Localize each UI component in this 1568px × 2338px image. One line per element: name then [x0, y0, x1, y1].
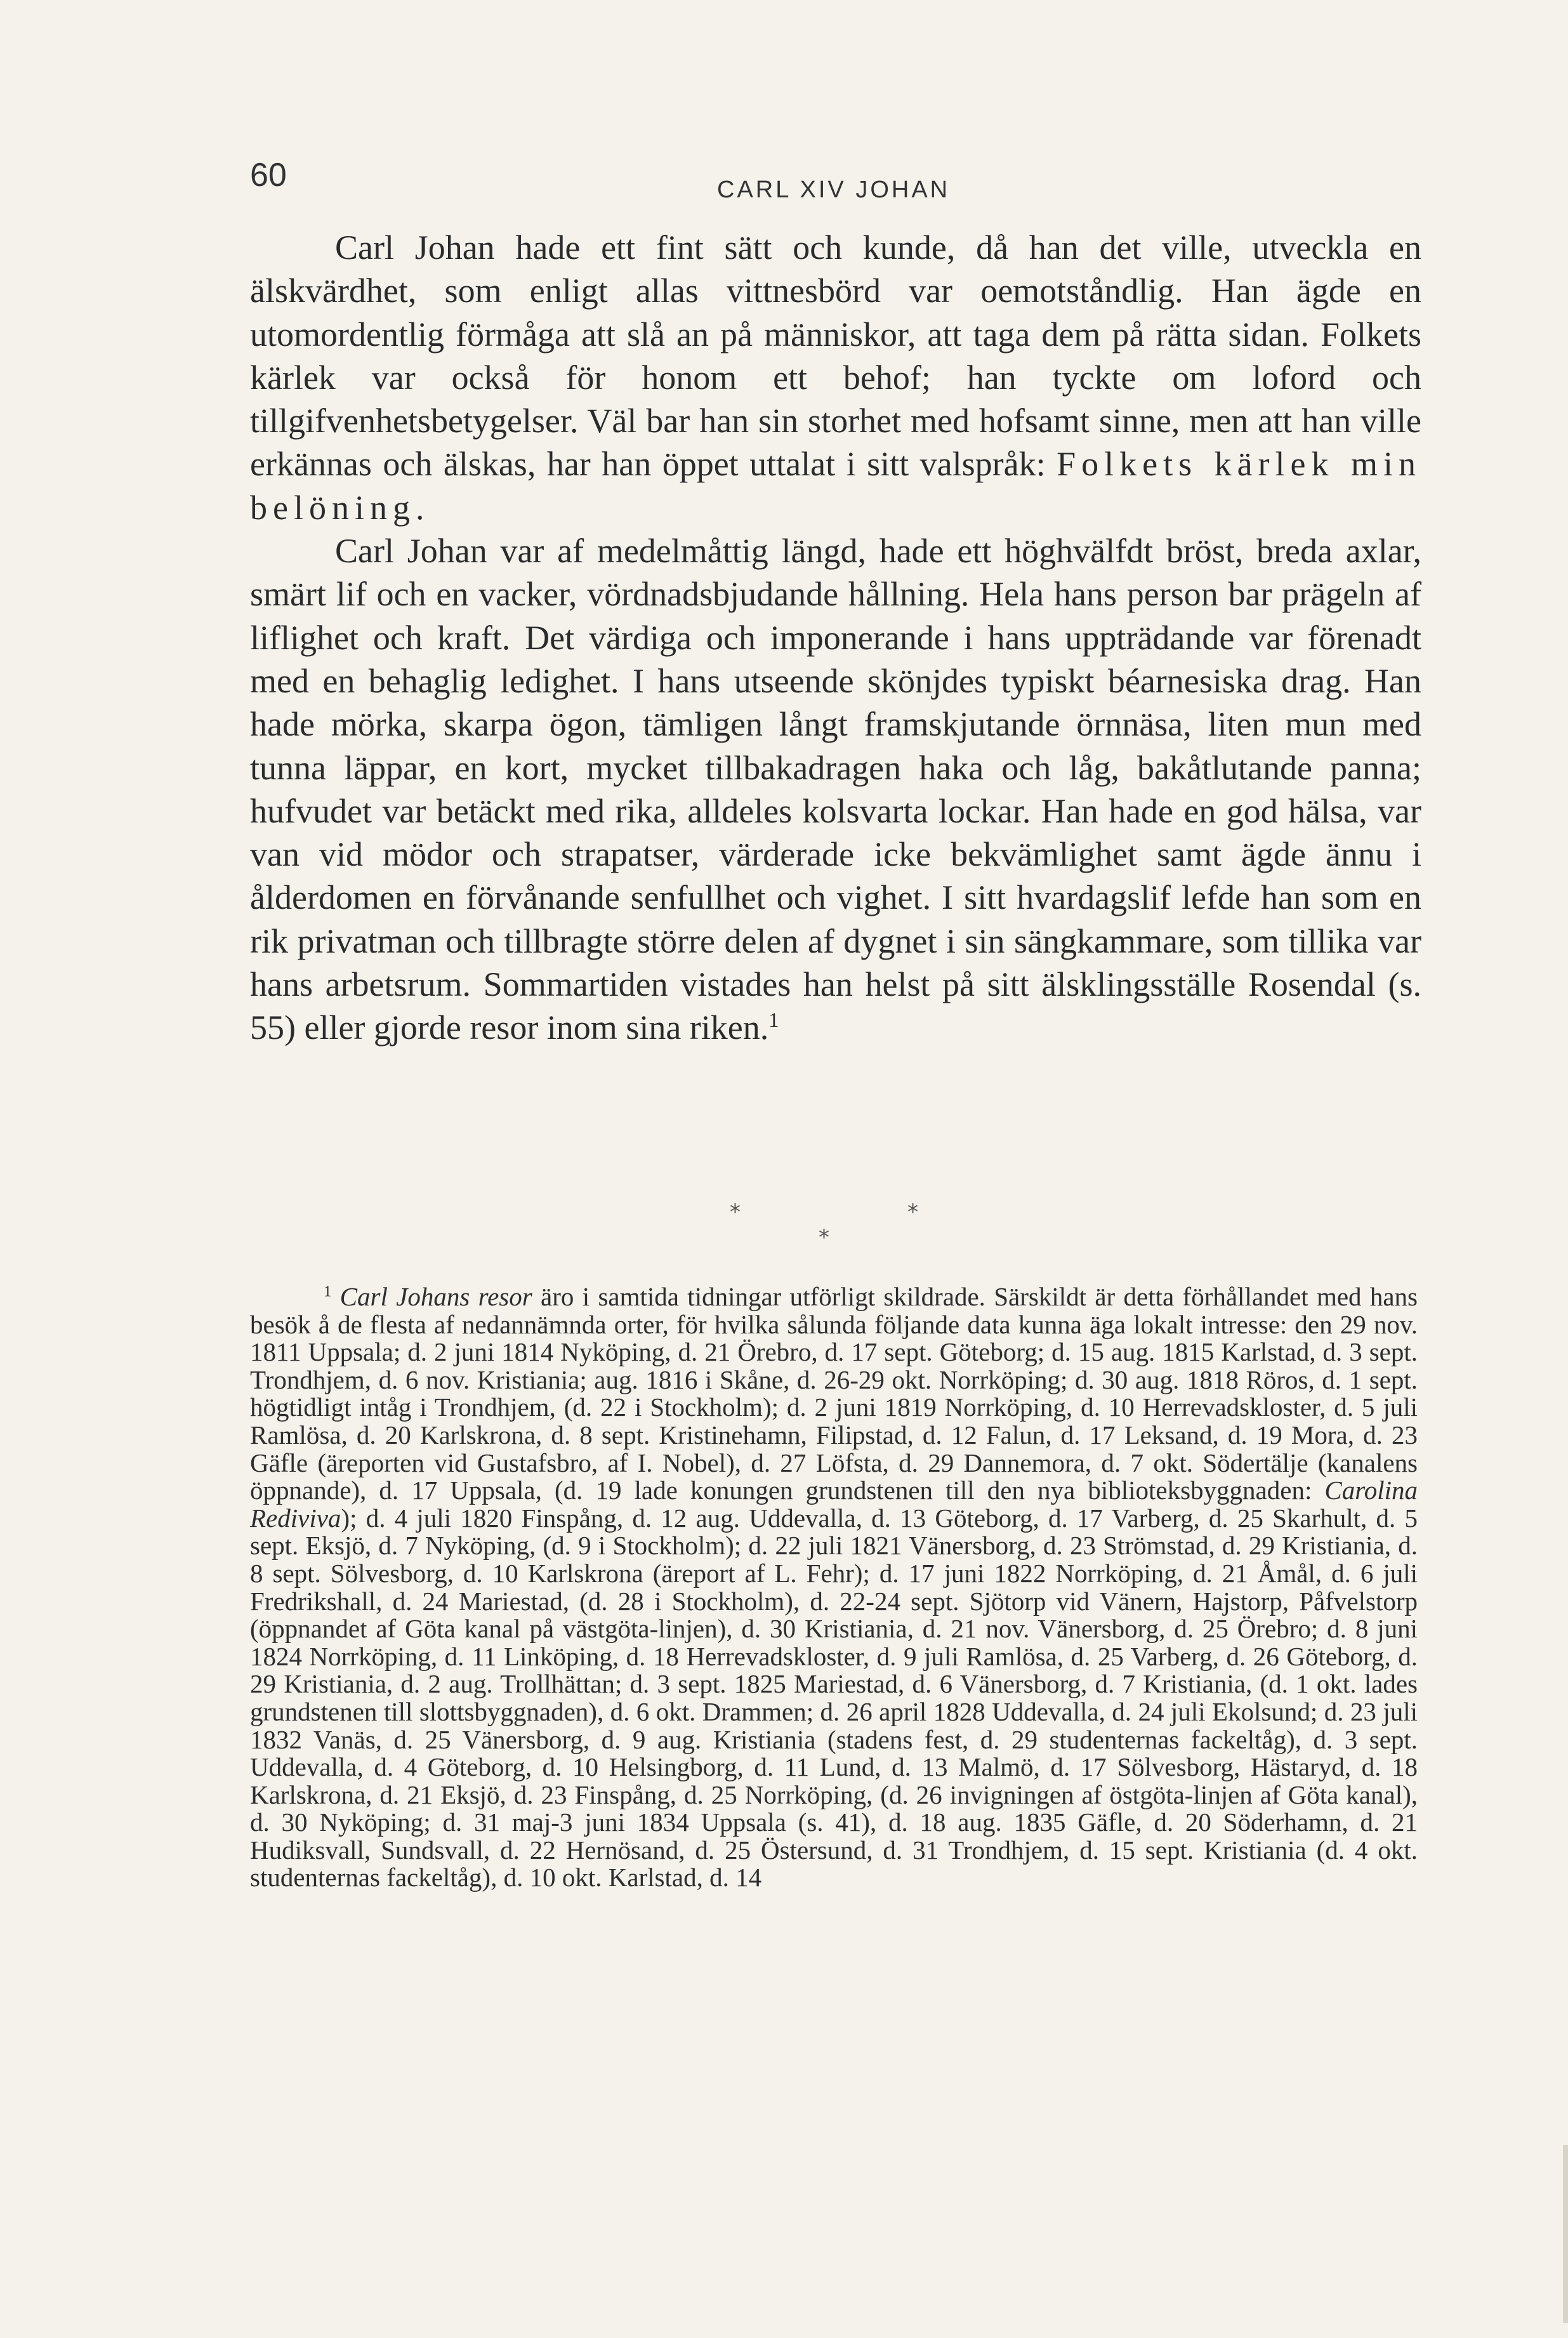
- footnote-reference: 1: [768, 1009, 779, 1033]
- asterisk-left: *: [730, 1199, 741, 1225]
- footnote-text-a: äro i samtida tidningar utförligt skildrade. Särskildt är detta förhållandet med hans besök å de flesta af nedannämnda orter, för hvilka sålunda följande data kunna äga lokalt intresse: den 29 nov. 1811 Uppsala; d. 2 juni 1814 Nyköping, d. 21 Örebro, d. 17 sept. Göteborg; d. 15 aug. 1815 Karlstad, d. 3 sept. Trondhjem, d. 6 nov. Kristiania; aug. 1816 i Skåne, d. 26-29 okt. Norrköping; d. 30 aug. 1818 Röros, d. 1 sept. högtidligt intåg i Trondhjem, (d. 22 i Stockholm); d. 2 juni 1819 Norrköping, d. 10 Herrevadskloster, d. 5 juli Ramlösa, d. 20 Karlskrona, d. 8 sept. Kristinehamn, Filipstad, d. 12 Falun, d. 17 Leksand, d. 19 Mora, d. 23 Gäfle (äreporten vid Gustafsbro, af I. Nobel), d. 27 Löfsta, d. 29 Dannemora, d. 7 okt. Södertälje (kanalens öppnande), d. 17 Uppsala, (d. 19 lade konungen grundstenen till den nya biblioteksbyggnaden:: [250, 1282, 1418, 1505]
- paragraph-1: [250, 226, 1421, 529]
- page-edge-shadow: [1563, 2145, 1568, 2323]
- paragraph-2-text: Carl Johan var af medelmåttig längd, hade ett höghvälfdt bröst, breda axlar, smärt lif och en vacker, vördnadsbjudande hållning. Hela hans person bar prägeln af liflighet och kraft. Det värdiga och imponerande i hans uppträdande var förenadt med en behaglig ledighet. I hans utseende skönjdes typiskt béarnesiska drag. Han hade mörka, skarpa ögon, tämligen långt framskjutande örnnäsa, liten mun med tunna läppar, en kort, mycket tillbakadragen haka och låg, bakåtlutande panna; hufvudet var betäckt med rika, alldeles kolsvarta lockar. Han hade en god hälsa, var van vid mödor och strapatser, värderade icke bekvämlighet samt ägde ännu i ålderdomen en förvånande senfullhet och vighet. I sitt hvardagslif lefde han som en rik privatman och tillbragte större delen af dygnet i sin sängkammare, som tillika var hans arbetsrum. Sommartiden vistades han helst på sitt älsklingsställe Rosendal (s. 55) eller gjorde resor inom sina riken.: [250, 532, 1421, 1047]
- main-text: [250, 226, 1421, 1050]
- page-number: 60: [250, 157, 287, 194]
- footnote: [250, 1283, 1418, 1892]
- asterisk-bottom: *: [819, 1225, 829, 1250]
- footnote-text-b: ); d. 4 juli 1820 Finspång, d. 12 aug. Uddevalla, d. 13 Göteborg, d. 17 Varberg, d. 25 Skarhult, d. 5 sept. Eksjö, d. 7 Nyköping, (d. 9 i Stockholm); d. 22 juli 1821 Vänersborg, d. 23 Strömstad, d. 29 Kristiania, d. 8 sept. Sölvesborg, d. 10 Karlskrona (äreport af L. Fehr); d. 17 juni 1822 Norrköping, d. 21 Åmål, d. 6 juli Fredrikshall, d. 24 Mariestad, (d. 28 i Stockholm), d. 22-24 sept. Sjötorp vid Vänern, Hajstorp, Påfvelstorp (öppnandet af Göta kanal på västgöta-linjen), d. 30 Kristiania, d. 21 nov. Vänersborg, d. 25 Örebro; d. 8 juni 1824 Norrköping, d. 11 Linköping, d. 18 Herrevadskloster, d. 9 juli Ramlösa, d. 25 Varberg, d. 26 Göteborg, d. 29 Kristiania, d. 2 aug. Trollhättan; d. 3 sept. 1825 Mariestad, d. 6 Vänersborg, d. 7 Kristiania, (d. 1 okt. lades grundstenen till slottsbyggnaden), d. 6 okt. Drammen; d. 26 april 1828 Uddevalla, d. 24 juli Ekolsund; d. 23 juli 1832 Vanäs, d. 25 Vänersborg, d. 9 aug. Kristiania (stadens fest, d. 29 studenternas fackeltåg), d. 3 sept. Uddevalla, d. 4 Göteborg, d. 10 Helsingborg, d. 11 Lund, d. 13 Malmö, d. 17 Sölvesborg, Hästaryd, d. 18 Karlskrona, d. 21 Eksjö, d. 23 Finspång, d. 25 Norrköping, (d. 26 invigningen af östgöta-linjen af Göta kanal), d. 30 Nyköping; d. 31 maj-3 juni 1834 Uppsala (s. 41), d. 18 aug. 1835 Gäfle, d. 20 Söderhamn, d. 21 Hudiksvall, Sundsvall, d. 22 Hernösand, d. 25 Östersund, d. 31 Trondhjem, d. 15 sept. Kristiania (d. 4 okt. studenternas fackeltåg), d. 10 okt. Karlstad, d. 14: [250, 1503, 1418, 1892]
- footnote-paragraph: [250, 1283, 1418, 1892]
- motto: Folkets kärlek min belöning: [250, 445, 1421, 527]
- footnote-title: Carl Johans resor: [339, 1282, 532, 1311]
- paragraph-1-text: Carl Johan hade ett fint sätt och kunde, då han det ville, utveckla en älskvärdhet, som enligt allas vittnesbörd var oemotståndlig. Han ägde en utomordentlig förmåga att slå an på människor, att taga dem på rätta sidan. Folkets kärlek var också för honom ett behof; han tyckte om loford och tillgifvenhetsbetygelser. Väl bar han sin storhet med hofsamt sinne, men att han ville erkännas och älskas, har han öppet uttalat i sitt valspråk:: [250, 228, 1421, 484]
- paragraph-2: [250, 529, 1421, 1050]
- footnote-mark: 1: [324, 1283, 332, 1300]
- paragraph-1-end: .: [415, 488, 425, 527]
- running-head: CARL XIV JOHAN: [717, 176, 951, 203]
- asterisk-right: *: [907, 1199, 918, 1225]
- section-separator: [698, 1199, 952, 1250]
- carolina-rediviva: Carolina Rediviva: [250, 1476, 1418, 1533]
